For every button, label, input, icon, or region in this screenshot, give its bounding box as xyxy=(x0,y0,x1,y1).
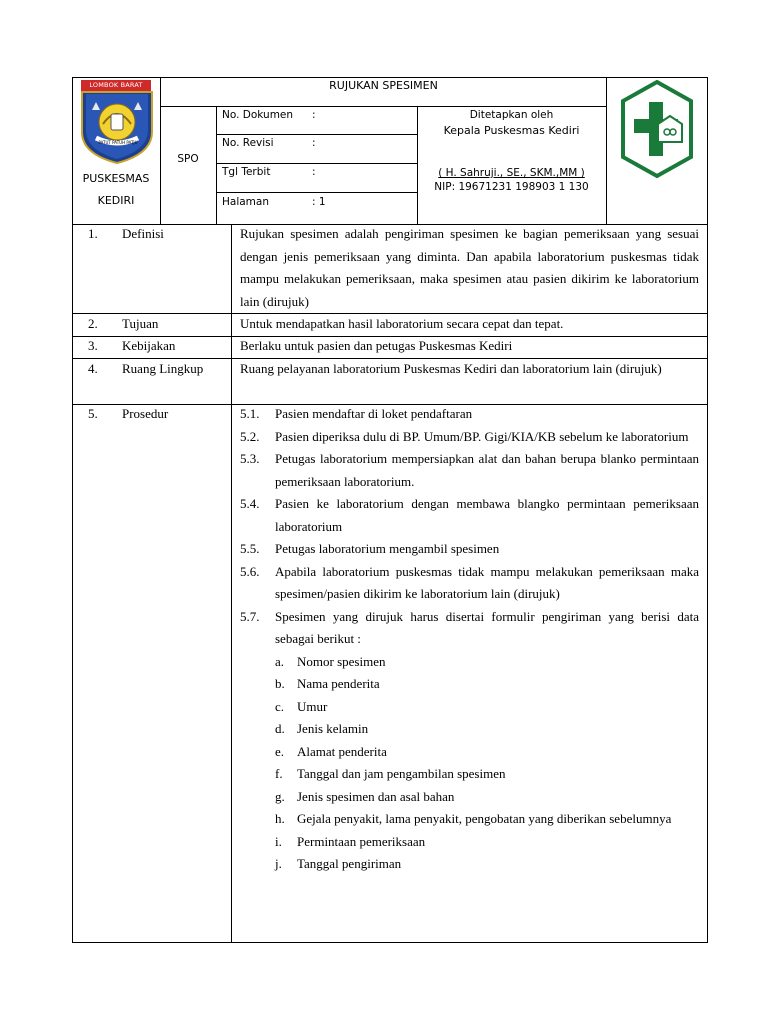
doc-row-value-terbit: : xyxy=(312,166,316,178)
section-label-tujuan: 2. Tujuan xyxy=(88,316,159,331)
header-divider-logo xyxy=(160,77,161,224)
procedure-substep: e. Alamat penderita xyxy=(275,743,387,759)
body-column-divider xyxy=(231,224,232,943)
approval-kepala: Kepala Puskesmas Kediri xyxy=(443,124,580,137)
org-name-line1: PUSKESMAS xyxy=(82,172,150,185)
section-text-tujuan: Untuk mendapatkan hasil laboratorium secara cepat dan tepat. xyxy=(240,316,564,331)
spo-label: SPO xyxy=(177,153,199,165)
title-underline xyxy=(160,106,607,107)
frame-top xyxy=(72,77,708,78)
procedure-substep: d. Jenis kelamin xyxy=(275,721,369,736)
section-label-definisi: 1. Definisi xyxy=(88,226,164,241)
section-label-kebijakan: 3. Kebijakan xyxy=(88,338,176,353)
procedure-substep: c. Umur xyxy=(275,698,328,714)
doc-row-label-dokumen: No. Dokumen xyxy=(222,109,294,121)
procedure-step: 5.2. Pasien diperiksa dulu di BP. Umum/BP. Gigi/KIA/KB sebelum ke laboratorium xyxy=(240,428,689,444)
procedure-substep: b. Nama penderita xyxy=(275,676,380,691)
approval-ditetapkan: Ditetapkan oleh xyxy=(469,109,554,121)
org-name-line2: KEDIRI xyxy=(97,194,135,207)
section-text-kebijakan: Berlaku untuk pasien dan petugas Puskesmas Kediri xyxy=(240,338,513,353)
doc-row-label-terbit: Tgl Terbit xyxy=(222,166,271,178)
procedure-step: 5.5. Petugas laboratorium mengambil spesimen xyxy=(240,541,500,556)
docrow-line-1 xyxy=(216,134,418,135)
header-divider-right-logo xyxy=(606,77,607,224)
approval-nip: NIP: 19671231 198903 1 130 xyxy=(434,181,589,193)
procedure-step: 5.7. Spesimen yang dirujuk harus disertai formulir pengiriman yang berisi data sebagai berikut : xyxy=(240,608,699,646)
puskesmas-logo xyxy=(620,80,694,178)
approval-signer: ( H. Sahruji., SE., SKM.,MM ) xyxy=(438,167,585,179)
docrow-line-3 xyxy=(216,192,418,193)
header-divider-spo xyxy=(216,106,217,224)
section-text-ruang-lingkup: Ruang pelayanan laboratorium Puskesmas Kediri dan laboratorium lain (dirujuk) xyxy=(240,361,662,376)
doc-row-value-revisi: : xyxy=(312,137,316,149)
doc-row-value-dokumen: : xyxy=(312,109,316,121)
section-text-definisi: Rujukan spesimen adalah pengiriman spesimen ke bagian pemeriksaan yang sesuai dengan jenis pemeriksaan yang diminta. Dan apabila laboratorium puskesmas tidak mampu melakukan pemeriksaan, maka spesimen atau pasien dikirim ke laboratorium lain (dirujuk) xyxy=(240,226,699,309)
document-title: RUJUKAN SPESIMEN xyxy=(329,79,438,92)
procedure-step: 5.4. Pasien ke laboratorium dengan membawa blangko permintaan pemeriksaan laboratorium xyxy=(240,496,699,534)
section-label-prosedur: 5. Prosedur xyxy=(88,406,169,421)
doc-row-label-revisi: No. Revisi xyxy=(222,137,274,149)
procedure-substep: i. Permintaan pemeriksaan xyxy=(275,833,426,849)
doc-row-label-halaman: Halaman xyxy=(222,196,269,208)
docrow-line-2 xyxy=(216,163,418,164)
procedure-substep: f. Tanggal dan jam pengambilan spesimen xyxy=(275,766,506,781)
procedure-substep: h. Gejala penyakit, lama penyakit, pengobatan yang diberikan sebelumnya xyxy=(275,811,672,826)
procedure-step: 5.6. Apabila laboratorium puskesmas tidak mampu melakukan pemeriksaan maka spesimen/pasien dikirim ke laboratorium lain (dirujuk) xyxy=(240,563,699,601)
frame-right xyxy=(707,77,708,943)
section-label-ruang-lingkup: 4. Ruang Lingkup xyxy=(88,361,204,376)
lombok-barat-logo xyxy=(78,80,156,164)
frame-bottom xyxy=(72,942,708,943)
procedure-step: 5.1. Pasien mendaftar di loket pendaftaran xyxy=(240,406,473,421)
procedure-substep: a. Nomor spesimen xyxy=(275,653,386,669)
coat-of-arms-icon xyxy=(78,80,156,164)
procedure-substep: g. Jenis spesimen dan asal bahan xyxy=(275,788,455,804)
procedure-substep: j. Tanggal pengiriman xyxy=(275,856,402,871)
procedure-step: 5.3. Petugas laboratorium mempersiapkan alat dan bahan berupa blanko permintaan pemeriksaan laboratorium. xyxy=(240,451,699,489)
procedure-list xyxy=(240,403,699,876)
puskesmas-cross-icon xyxy=(620,80,694,178)
logo-ribbon: LOMBOK BARAT xyxy=(81,80,151,91)
doc-row-value-halaman: : 1 xyxy=(312,196,326,208)
logo-motto: PATUT PATUH PATJU xyxy=(98,140,138,145)
